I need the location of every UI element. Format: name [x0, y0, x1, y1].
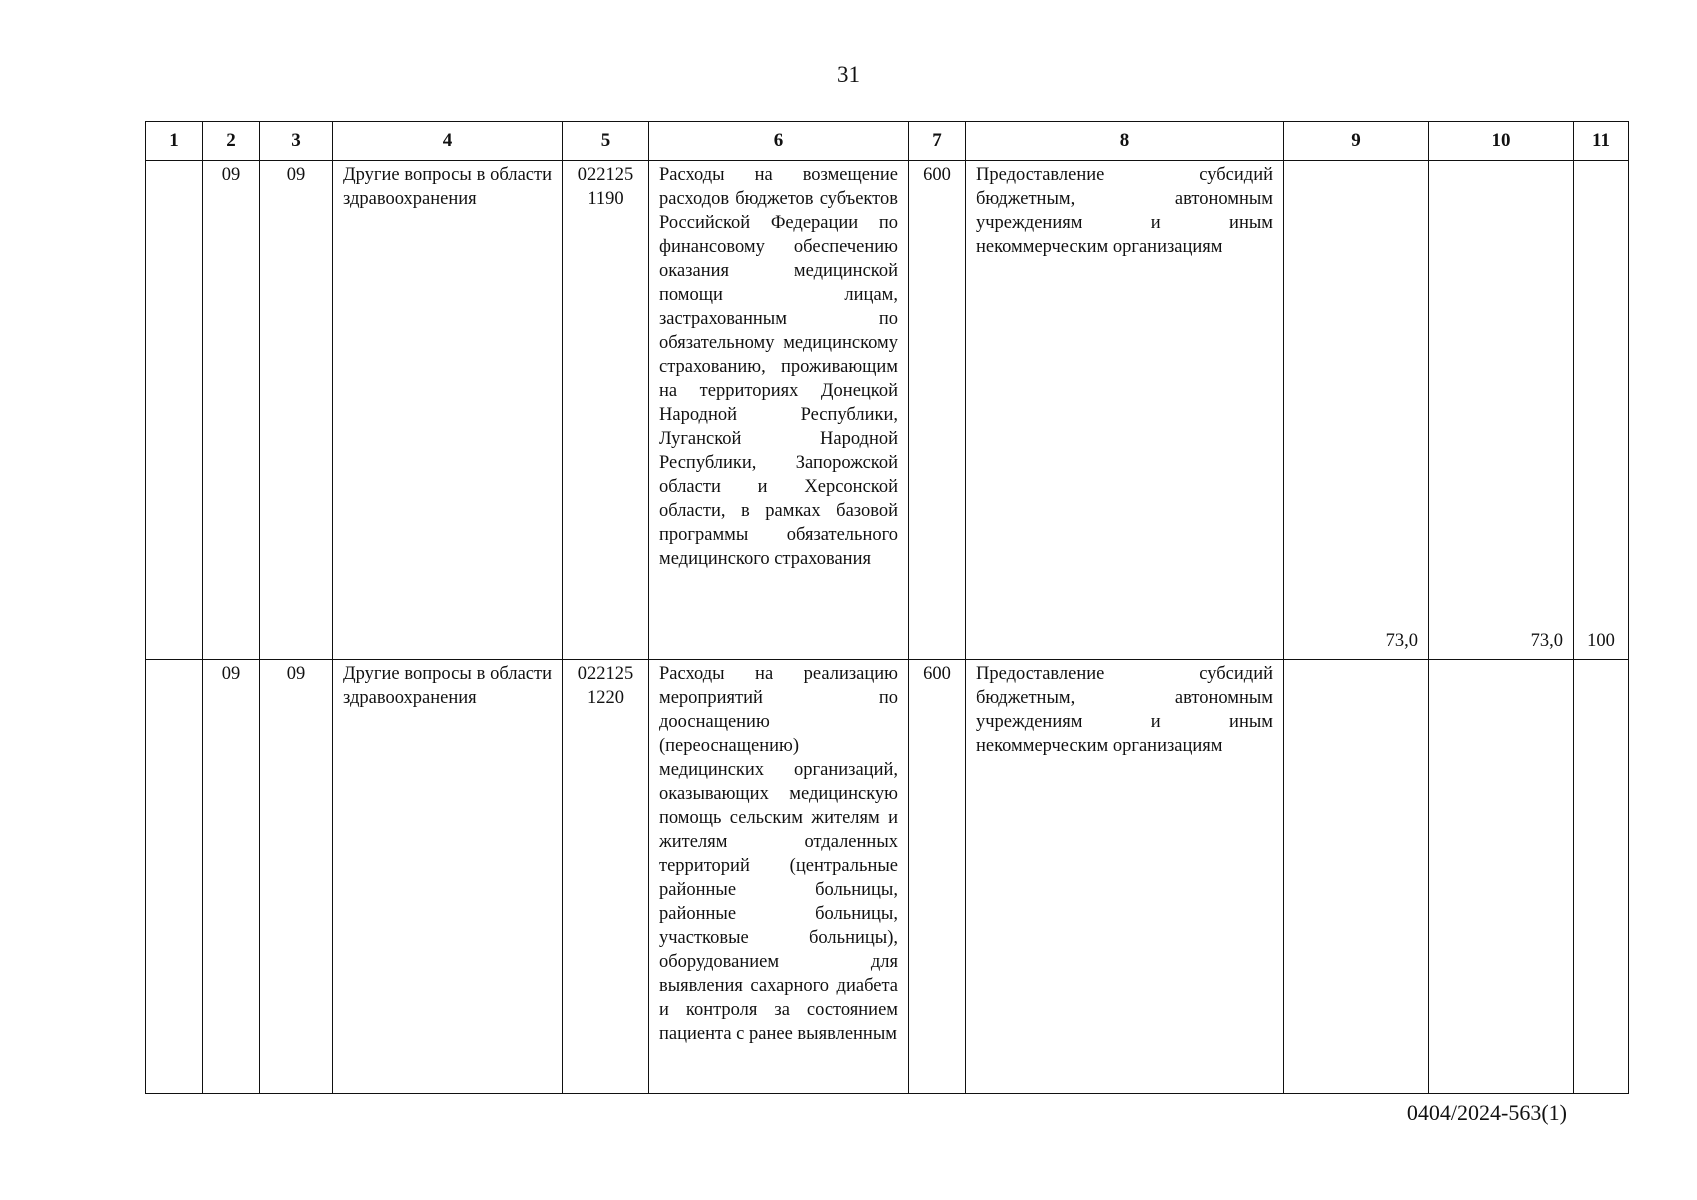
cell-subsection: 09: [260, 660, 333, 1094]
header-col-6: 6: [649, 122, 909, 161]
cell-target-code: [563, 161, 649, 660]
header-col-10: 10: [1429, 122, 1574, 161]
target-code-part-2: 1220: [587, 688, 624, 708]
budget-table: [145, 121, 1629, 1094]
header-col-5: 5: [563, 122, 649, 161]
header-col-9: 9: [1284, 122, 1429, 161]
cell-expense-type-code: 600: [909, 161, 966, 660]
cell-section-name: Другие вопросы в области здравоохранения: [333, 660, 563, 1094]
cell-subsection: 09: [260, 161, 333, 660]
cell-expense-type-name: Предоставление субсидий бюджетным, автономным учреждениям и иным некоммерческим организациям: [966, 161, 1284, 660]
header-col-2: 2: [203, 122, 260, 161]
header-col-7: 7: [909, 122, 966, 161]
header-col-4: 4: [333, 122, 563, 161]
header-col-11: 11: [1574, 122, 1629, 161]
document-code: 0404/2024-563(1): [1406, 1100, 1567, 1125]
cell-section: 09: [203, 161, 260, 660]
cell-target-code: [563, 660, 649, 1094]
cell-expense-type-code: 600: [909, 660, 966, 1094]
cell-col-1: [146, 660, 203, 1094]
cell-value-col-10: [1429, 660, 1574, 1094]
header-row: [146, 122, 1629, 161]
cell-expense-type-name: Предоставление субсидий бюджетным, автономным учреждениям и иным некоммерческим организациям: [966, 660, 1284, 1094]
cell-col-1: [146, 161, 203, 660]
cell-expense-description: Расходы на возмещение расходов бюджетов субъектов Российской Федерации по финансовому обеспечению оказания медицинской помощи лицам, застрахованным по обязательному медицинскому страхованию, проживающим на территориях Донецкой Народной Республики, Луганской Народной Республики, Запорожской области и Херсонской области, в рамках базовой программы обязательного медицинского страхования: [649, 161, 909, 660]
target-code-part-2: 1190: [587, 189, 624, 209]
table-row: [146, 660, 1629, 1094]
table-row: [146, 161, 1629, 660]
header-col-3: 3: [260, 122, 333, 161]
cell-section: 09: [203, 660, 260, 1094]
target-code-part-1: 022125: [577, 165, 634, 185]
cell-value-col-11: 100: [1574, 161, 1629, 660]
header-col-8: 8: [966, 122, 1284, 161]
cell-value-col-11: [1574, 660, 1629, 1094]
page-number: 31: [837, 62, 860, 87]
target-code-part-1: 022125: [577, 664, 634, 684]
header-col-1: 1: [146, 122, 203, 161]
cell-section-name: Другие вопросы в области здравоохранения: [333, 161, 563, 660]
cell-value-col-9: [1284, 660, 1429, 1094]
cell-value-col-9: 73,0: [1284, 161, 1429, 660]
cell-expense-description: Расходы на реализацию мероприятий по дооснащению (переоснащению) медицинских организаций, оказывающих медицинскую помощь сельским жителям и жителям отдаленных территорий (центральные районные больницы, районные больницы, участковые больницы), оборудованием для выявления сахарного диабета и контроля за состоянием пациента с ранее выявленным: [649, 660, 909, 1094]
cell-value-col-10: 73,0: [1429, 161, 1574, 660]
